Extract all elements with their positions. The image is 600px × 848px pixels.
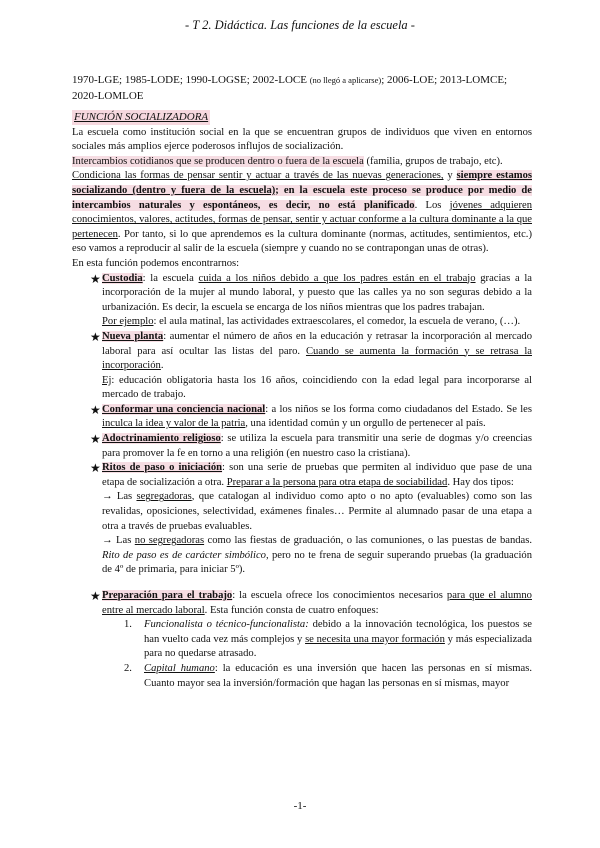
laws-list: 1970-LGE; 1985-LODE; 1990-LOGSE; 2002-LOCE (no llegó a aplicarse); 2006-LOE; 2013-LOMCE; 2020-LOMLOE xyxy=(72,74,508,102)
section-intro: La escuela como institución social en la que se encuentran grupos de individuos que viven en entornos sociales más amplios ejerce poderosos influjos de socialización. xyxy=(72,126,532,153)
star-icon: ★ xyxy=(90,329,101,344)
page-header: - T 2. Didáctica. Las funciones de la escuela - xyxy=(185,18,415,32)
list-item-trabajo: ★ Preparación para el trabajo: la escuela ofrece los conocimientos necesarios para que el alumno entre al mercado laboral. Esta función consta de cuatro enfoques: xyxy=(90,589,532,616)
star-icon: ★ xyxy=(90,402,101,417)
laws-note: (no llegó a aplicarse) xyxy=(309,75,382,85)
main-content xyxy=(72,110,532,691)
list-item-ritos: ★ Ritos de paso o iniciación: son una serie de pruebas que permiten al individuo que pase de una etapa de socialización a otra. Preparar a la persona para otra etapa de sociabilidad. Hay dos tipos: → Las segregadoras, que catalogan al individuo como apto o no apto (evaluables) como son las revalidas, oposiciones, selectividad, exámenes finales… Permite al alumnado pasar de una etapa a otra a través de pruebas evaluables. → Las no segregadoras como las fiestas de graduación, o las comuniones, o las puestas de bandas. Rito de paso es de carácter simbólico, pero no te frena de seguir superando pruebas (la graduación de 4º de primaria, para iniciar 5º). xyxy=(90,461,533,576)
list-item-adoctrinamiento: ★ Adoctrinamiento religioso: se utiliza la escuela para transmitir una serie de dogmas y/o creencias para promover la fe en torno a una religión (en nuestro caso la cristiana). xyxy=(90,432,532,459)
page-number: -1- xyxy=(293,800,307,812)
paragraph-intercambios: Intercambios cotidianos que se producen dentro o fuera de la escuela (familia, grupos de trabajo, etc). xyxy=(72,155,503,167)
star-icon: ★ xyxy=(90,271,101,286)
list-item-custodia: ★ Custodia: la escuela cuida a los niños debido a que los padres están en el trabajo gracias a la incorporación de la mujer al mundo laboral, y puesto que las calles ya no son seguras debido a la urbanización. Es decir, la escuela se encarga de los niños mientras que los padres trabajan. Por ejemplo: el aula matinal, las actividades extraescolares, el comedor, la escuela de verano, (…). xyxy=(90,271,532,328)
list-item-conciencia: ★ Conformar una conciencia nacional: a los niños se los forma como ciudadanos del Estado. Se les inculca la idea y valor de la patria, una identidad común y un orgullo de pertenecer al país. xyxy=(90,402,532,430)
lead-text: En esta función podemos encontrarnos: xyxy=(72,257,240,269)
star-icon: ★ xyxy=(90,589,101,603)
section-title: FUNCIÓN SOCIALIZADORA xyxy=(74,111,209,123)
numbered-item-funcionalista: 1. Funcionalista o técnico-funcionalista: debido a la innovación tecnológica, los puestos se han vuelto cada vez más complejos y se necesita una mayor formación y más especializada para no quedarse atrasado. xyxy=(124,619,532,660)
numbered-item-capital-humano: 2. Capital humano: la educación es una inversión que hacen las personas en sí mismas. Cuanto mayor sea la inversión/formación que hagan las personas en sí mismas, mayor xyxy=(124,662,532,689)
star-icon: ★ xyxy=(90,461,101,476)
list-item-nueva-planta: ★ Nueva planta: aumentar el número de años en la educación y retrasar la incorporación al mercado laboral para así ocultar las listas del paro. Cuando se aumenta la formación y se retrasa la incorporación. Ej: educación obligatoria hasta los 16 años, coincidiendo con la edad legal para incorporarse al mercado de trabajo. xyxy=(90,329,532,401)
paragraph-condiciona: Condiciona las formas de pensar sentir y actuar a través de las nuevas generaciones, y siempre estamos socializando (dentro y fuera de la escuela); en la escuela este proceso se produce por medio de intercambios naturales y espontáneos, es decir, no está planificado. Los jóvenes adquieren conocimientos, valores, actitudes, formas de pensar, sentir y actuar conforme a la cultura dominante a la que pertenecen. Por tanto, si lo que aprendemos es la cultura dominante (normas, actitudes, sentimientos, etc.) eso vamos a reproducir al salir de la escuela (siempre y cuando no se contrapongan unas de otras). xyxy=(72,170,532,255)
star-icon: ★ xyxy=(90,432,101,447)
